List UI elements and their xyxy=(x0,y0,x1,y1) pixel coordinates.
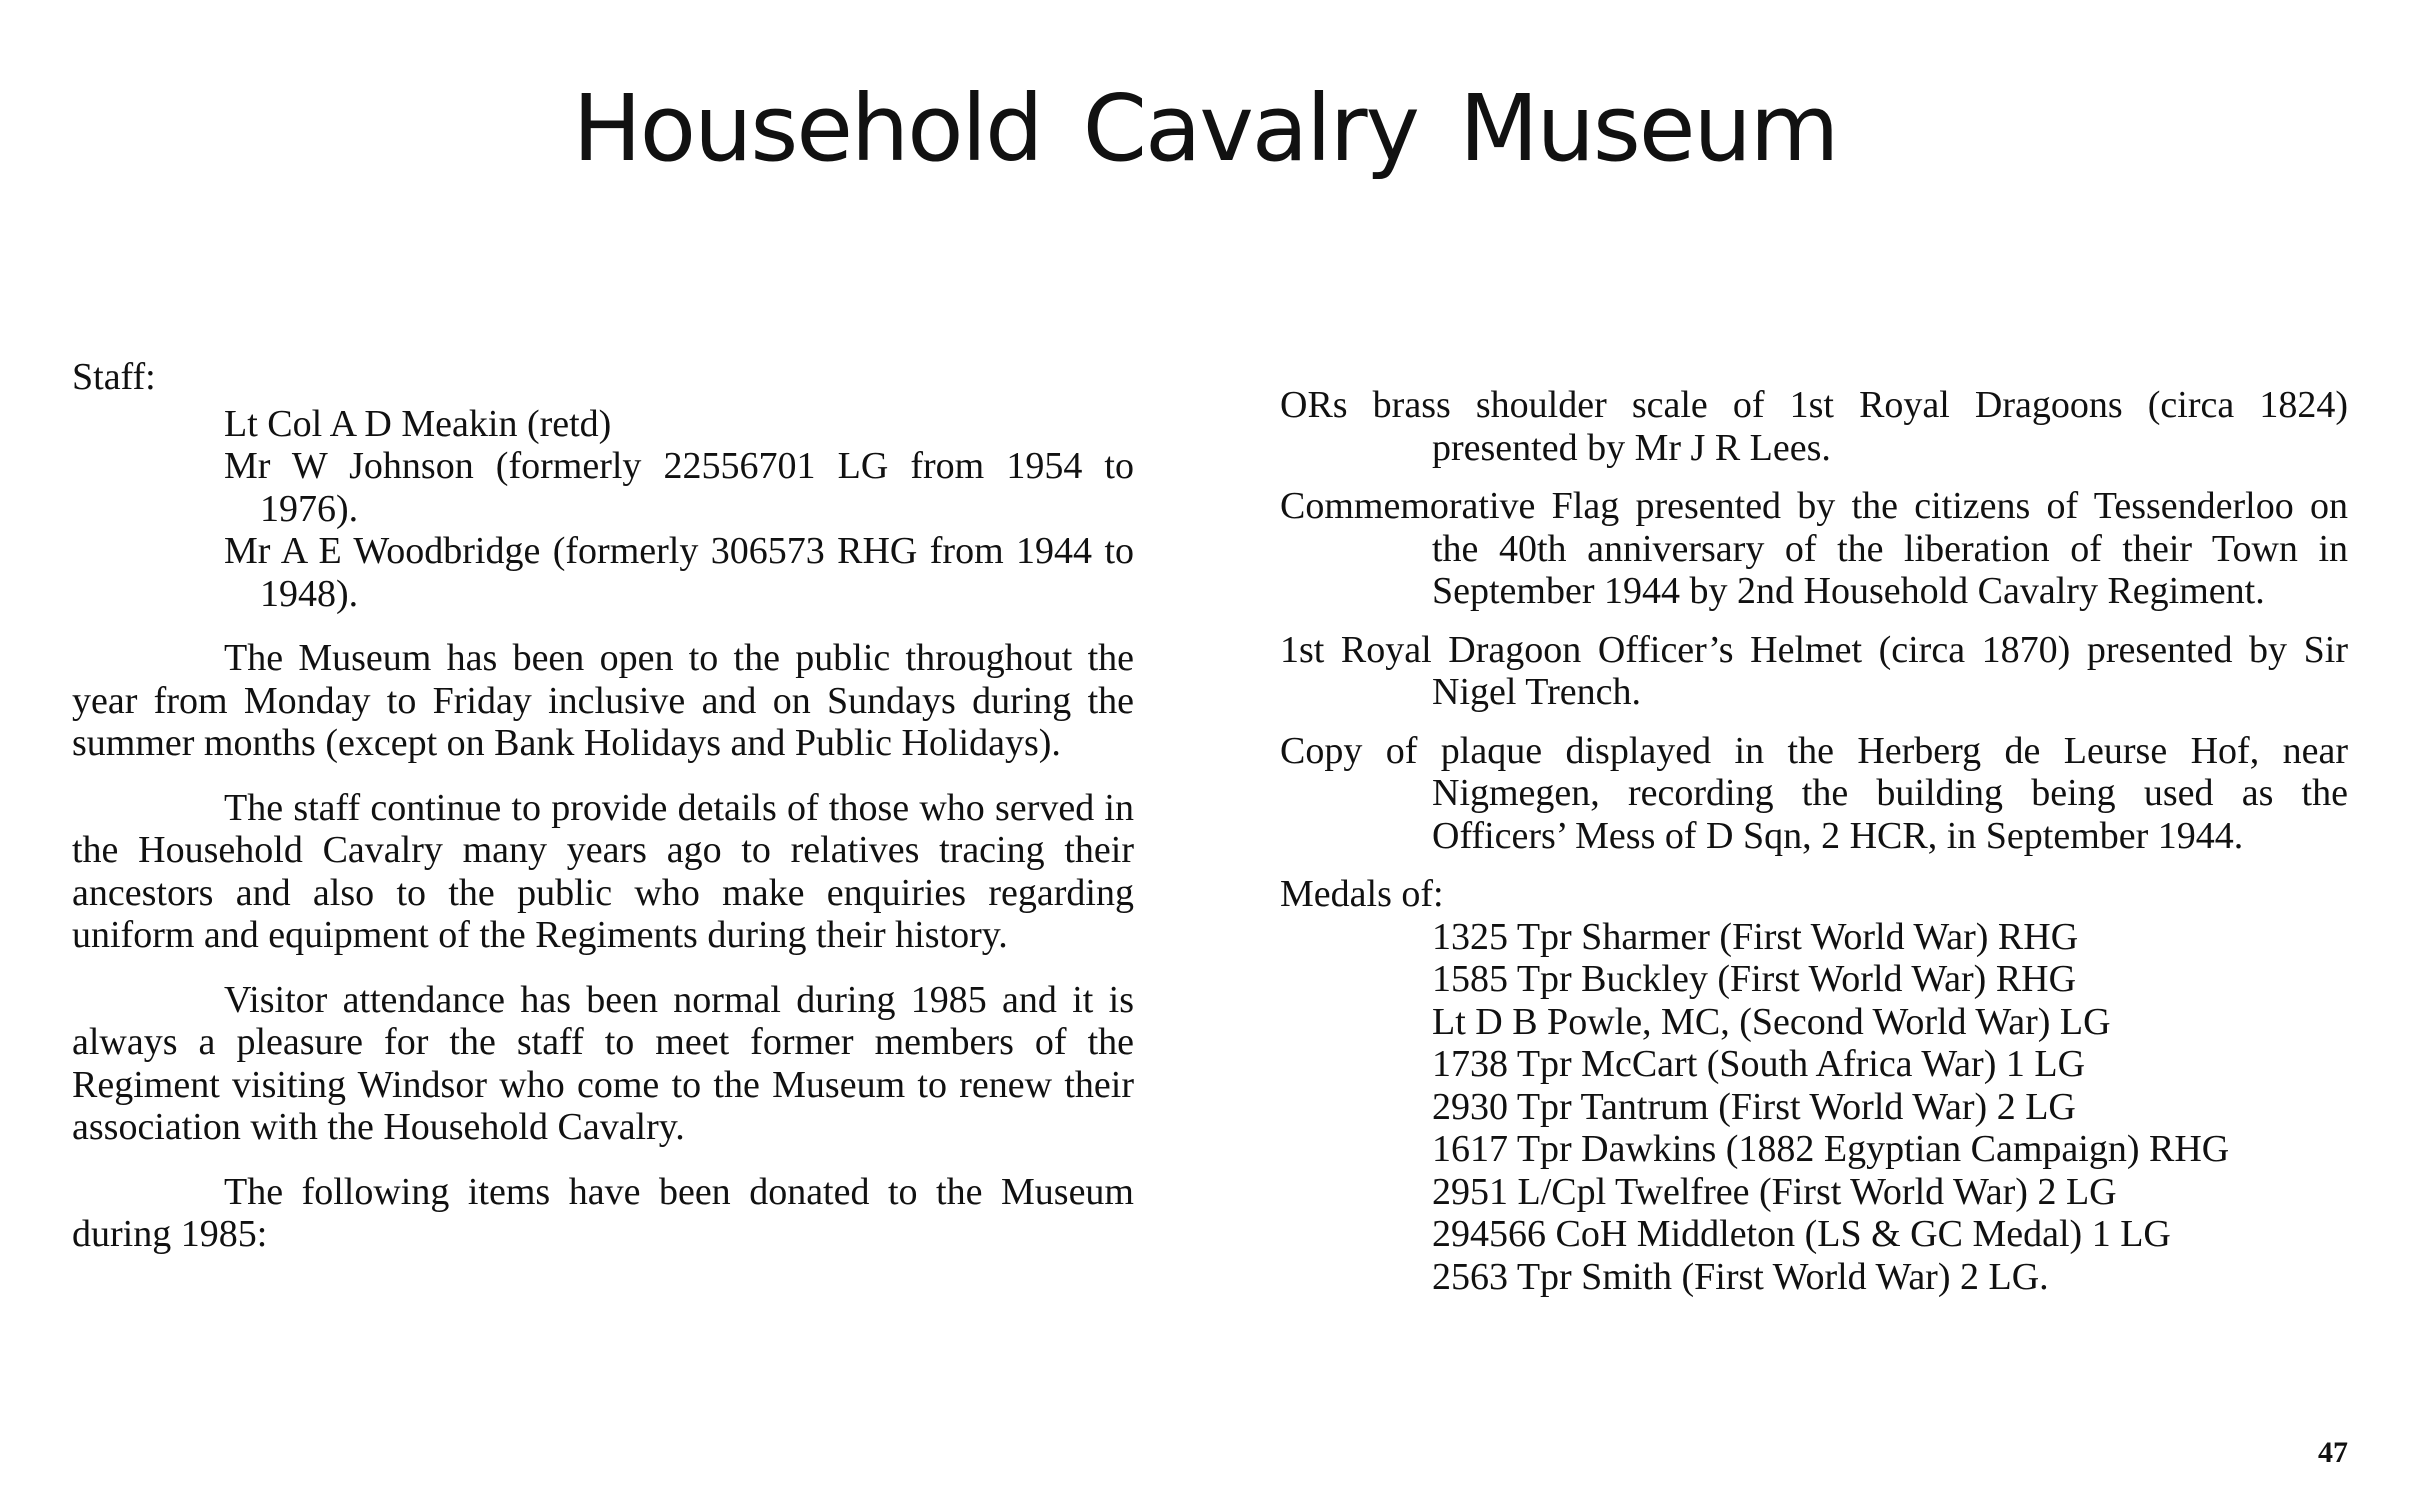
right-column xyxy=(1280,384,2348,1298)
staff-member: Lt Col A D Meakin (retd) xyxy=(224,402,612,445)
medal-item: 2563 Tpr Smith (First World War) 2 LG. xyxy=(1432,1255,2049,1298)
medal-item: 2951 L/Cpl Twelfree (First World War) 2 LG xyxy=(1432,1170,2117,1213)
medal-list xyxy=(1280,916,2348,1299)
staff-services-paragraph: The staff continue to provide details of those who served in the Household Cavalry many years ago to relatives tracing their ancestors and also to the public who make enquiries regarding uniform and equipment of the Regiments during their history. xyxy=(72,786,1134,956)
donation-item: Commemorative Flag presented by the citizens of Tessenderloo on the 40th anniversary of the liberation of their Town in September 1944 by 2nd Household Cavalry Regiment. xyxy=(1280,485,2348,612)
staff-list xyxy=(72,403,1134,616)
staff-member: Mr A E Woodbridge (formerly 306573 RHG from 1944 to 1948). xyxy=(224,530,1134,615)
staff-label: Staff: xyxy=(72,356,156,398)
donation-item: 1st Royal Dragoon Officer’s Helmet (circa 1870) presented by Sir Nigel Trench. xyxy=(1280,628,2348,713)
left-column xyxy=(72,356,1134,1278)
medal-item: Lt D B Powle, MC, (Second World War) LG xyxy=(1432,1000,2111,1043)
page-title: Household Cavalry Museum xyxy=(572,75,1838,182)
visitor-attendance-paragraph: Visitor attendance has been normal during 1985 and it is always a pleasure for the staff to meet former members of the Regiment visiting Windsor who come to the Museum to renew their association with the Household Cavalry. xyxy=(72,978,1134,1148)
medal-item: 1325 Tpr Sharmer (First World War) RHG xyxy=(1432,915,2079,958)
medals-label: Medals of: xyxy=(1280,873,1444,915)
medal-item: 294566 CoH Middleton (LS & GC Medal) 1 LG xyxy=(1432,1213,2171,1255)
donation-item: Copy of plaque displayed in the Herberg de Leurse Hof, near Nigmegen, recording the building being used as the Officers’ Mess of D Sqn, 2 HCR, in September 1944. xyxy=(1280,729,2348,857)
medal-item: 1585 Tpr Buckley (First World War) RHG xyxy=(1432,958,2077,1000)
medal-item: 1617 Tpr Dawkins (1882 Egyptian Campaign) RHG xyxy=(1432,1128,2230,1170)
donation-item: ORs brass shoulder scale of 1st Royal Dragoons (circa 1824) presented by Mr J R Lees. xyxy=(1280,384,2348,469)
staff-member: Mr W Johnson (formerly 22556701 LG from 1954 to 1976). xyxy=(224,445,1134,530)
opening-hours-paragraph: The Museum has been open to the public throughout the year from Monday to Friday inclusive and on Sundays during the summer months (except on Bank Holidays and Public Holidays). xyxy=(72,637,1134,764)
donations-intro-paragraph: The following items have been donated to the Museum during 1985: xyxy=(72,1170,1134,1255)
medal-item: 1738 Tpr McCart (South Africa War) 1 LG xyxy=(1432,1043,2086,1085)
medal-item: 2930 Tpr Tantrum (First World War) 2 LG xyxy=(1432,1085,2076,1128)
page-number: 47 xyxy=(2318,1436,2348,1469)
